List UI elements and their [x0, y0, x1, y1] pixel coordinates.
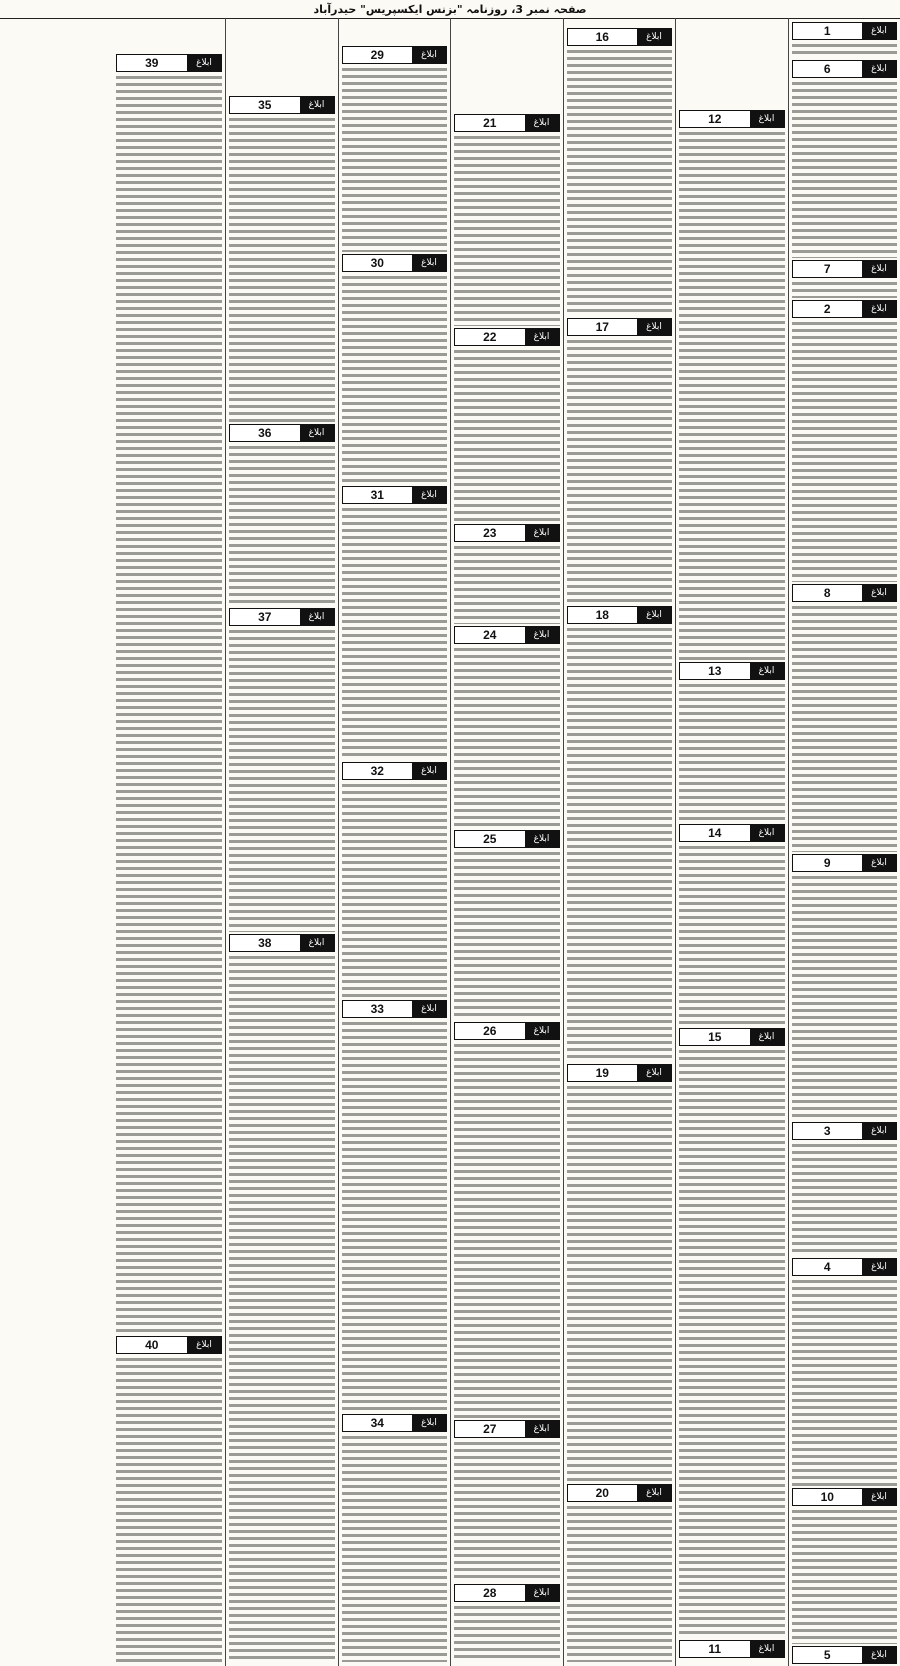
ad-number: 15 — [708, 1030, 722, 1044]
ad-number: 23 — [483, 526, 497, 540]
ad-header — [454, 626, 560, 644]
ad-item — [567, 28, 673, 316]
ad-header — [116, 54, 223, 72]
ad-number: 12 — [708, 112, 722, 126]
ad-number: 9 — [823, 856, 831, 870]
ad-item — [792, 854, 898, 1120]
ad-header — [229, 424, 335, 442]
column-7 — [113, 18, 226, 1666]
ad-item — [792, 1488, 898, 1644]
ad-body-text — [454, 348, 560, 522]
ad-header — [229, 934, 335, 952]
ad-body-text — [679, 130, 785, 660]
ad-item — [792, 584, 898, 852]
ad-number: 16 — [595, 30, 609, 44]
ad-number: 39 — [145, 56, 159, 70]
column-6 — [225, 18, 338, 1666]
ad-number: 30 — [370, 256, 384, 270]
ad-number: 10 — [820, 1490, 834, 1504]
ad-number: 29 — [370, 48, 384, 62]
ad-label: ابلاغ — [525, 1023, 559, 1039]
ad-label: ابلاغ — [862, 855, 896, 871]
ad-body-text — [454, 646, 560, 828]
ad-item — [342, 254, 448, 484]
ad-label: ابلاغ — [637, 1485, 671, 1501]
ad-header — [229, 96, 335, 114]
ad-body-text — [792, 1508, 898, 1644]
ad-item — [679, 110, 785, 660]
ad-item — [229, 96, 335, 422]
ad-body-text — [454, 1604, 560, 1662]
ad-number: 33 — [370, 1002, 384, 1016]
ad-label: ابلاغ — [412, 487, 446, 503]
ad-item — [792, 22, 898, 58]
columns — [0, 18, 900, 1666]
ad-body-text — [116, 1356, 223, 1662]
ad-number: 6 — [823, 62, 831, 76]
ad-item — [116, 54, 223, 1334]
ad-header — [567, 1484, 673, 1502]
ad-body-text — [792, 874, 898, 1120]
ad-header — [792, 22, 898, 40]
ad-body-text — [229, 628, 335, 932]
ad-label: ابلاغ — [750, 111, 784, 127]
ad-label: ابلاغ — [525, 115, 559, 131]
ad-label: ابلاغ — [525, 329, 559, 345]
column-5 — [338, 18, 451, 1666]
ad-body-text — [679, 682, 785, 822]
ad-item — [454, 1022, 560, 1418]
ad-item — [679, 1640, 785, 1662]
ad-item — [229, 608, 335, 932]
ad-header — [792, 854, 898, 872]
ad-header — [792, 584, 898, 602]
ad-item — [454, 830, 560, 1020]
ad-header — [792, 260, 898, 278]
ad-item — [342, 46, 448, 252]
ad-label: ابلاغ — [525, 1421, 559, 1437]
ad-header — [454, 1420, 560, 1438]
ad-label: ابلاغ — [412, 763, 446, 779]
ad-label: ابلاغ — [300, 97, 334, 113]
ad-number: 11 — [708, 1642, 722, 1656]
ad-label: ابلاغ — [525, 1585, 559, 1601]
ad-label: ابلاغ — [862, 301, 896, 317]
ad-body-text — [567, 1084, 673, 1482]
ad-header — [454, 328, 560, 346]
ad-item — [342, 486, 448, 760]
ad-label: ابلاغ — [862, 23, 896, 39]
ad-item — [229, 934, 335, 1662]
ad-label: ابلاغ — [187, 55, 221, 71]
column-1 — [788, 18, 900, 1666]
ad-header — [342, 1414, 448, 1432]
ad-body-text — [342, 782, 448, 998]
ad-item — [454, 626, 560, 828]
column-4 — [450, 18, 563, 1666]
ad-body-text — [454, 134, 560, 326]
ad-header — [342, 1000, 448, 1018]
ad-body-text — [454, 850, 560, 1020]
ad-label: ابلاغ — [300, 425, 334, 441]
ad-body-text — [342, 274, 448, 484]
ad-label: ابلاغ — [525, 525, 559, 541]
ad-body-text — [342, 506, 448, 760]
ad-number: 21 — [483, 116, 497, 130]
ad-item — [567, 606, 673, 1062]
ad-number: 1 — [823, 24, 831, 38]
ad-header — [679, 1028, 785, 1046]
ad-item — [679, 662, 785, 822]
ad-body-text — [792, 1278, 898, 1486]
ad-item — [792, 1122, 898, 1256]
ad-body-text — [454, 544, 560, 624]
ad-body-text — [342, 1020, 448, 1412]
column-2 — [675, 18, 788, 1666]
ad-number: 25 — [483, 832, 497, 846]
ad-number: 26 — [483, 1024, 497, 1038]
ad-body-text — [792, 604, 898, 852]
ad-number: 28 — [483, 1586, 497, 1600]
ad-number: 36 — [258, 426, 272, 440]
ad-body-text — [229, 444, 335, 606]
ad-label: ابلاغ — [637, 1065, 671, 1081]
ad-label: ابلاغ — [637, 319, 671, 335]
ad-label: ابلاغ — [412, 1415, 446, 1431]
ad-label: ابلاغ — [750, 1641, 784, 1657]
ad-label: ابلاغ — [637, 607, 671, 623]
ad-label: ابلاغ — [750, 1029, 784, 1045]
ad-number: 32 — [370, 764, 384, 778]
ad-header — [454, 830, 560, 848]
ad-label: ابلاغ — [862, 261, 896, 277]
ad-body-text — [116, 74, 223, 1334]
ad-item — [679, 824, 785, 1026]
ad-body-text — [229, 954, 335, 1662]
ad-number: 3 — [823, 1124, 831, 1138]
ad-label: ابلاغ — [300, 609, 334, 625]
ad-item — [792, 260, 898, 298]
ad-item — [454, 524, 560, 624]
ad-label: ابلاغ — [750, 825, 784, 841]
ad-body-text — [792, 1142, 898, 1256]
ad-number: 35 — [258, 98, 272, 112]
ad-header — [792, 300, 898, 318]
ad-number: 37 — [258, 610, 272, 624]
ad-header — [567, 606, 673, 624]
ad-label: ابلاغ — [862, 1489, 896, 1505]
ad-label: ابلاغ — [412, 1001, 446, 1017]
ad-header — [454, 1584, 560, 1602]
ad-header — [116, 1336, 223, 1354]
ad-body-text — [567, 626, 673, 1062]
ad-item — [342, 1000, 448, 1412]
ad-number: 2 — [823, 302, 831, 316]
ad-label: ابلاغ — [750, 663, 784, 679]
ad-item — [342, 1414, 448, 1662]
ad-label: ابلاغ — [525, 627, 559, 643]
ad-body-text — [567, 48, 673, 316]
ad-item — [679, 1028, 785, 1638]
ad-label: ابلاغ — [300, 935, 334, 951]
ad-header — [567, 318, 673, 336]
ad-header — [679, 1640, 785, 1658]
ad-label: ابلاغ — [862, 1647, 896, 1663]
ad-header — [679, 662, 785, 680]
ad-item — [454, 328, 560, 522]
ad-item — [792, 1258, 898, 1486]
ad-label: ابلاغ — [412, 255, 446, 271]
ad-body-text — [792, 42, 898, 58]
ad-item — [454, 1584, 560, 1662]
ad-body-text — [567, 1504, 673, 1662]
ad-label: ابلاغ — [862, 61, 896, 77]
ad-label: ابلاغ — [637, 29, 671, 45]
ad-number: 27 — [483, 1422, 497, 1436]
ad-header — [567, 28, 673, 46]
ad-number: 4 — [823, 1260, 831, 1274]
ad-header — [454, 524, 560, 542]
ad-header — [792, 60, 898, 78]
ad-number: 17 — [595, 320, 609, 334]
ad-number: 24 — [483, 628, 497, 642]
ad-item — [567, 1484, 673, 1662]
ad-item — [567, 318, 673, 604]
ad-label: ابلاغ — [862, 1259, 896, 1275]
ad-number: 5 — [823, 1648, 831, 1662]
ad-number: 34 — [370, 1416, 384, 1430]
ad-number: 14 — [708, 826, 722, 840]
ad-header — [792, 1646, 898, 1664]
ad-body-text — [567, 338, 673, 604]
ad-header — [792, 1122, 898, 1140]
ad-item — [229, 424, 335, 606]
ad-number: 40 — [145, 1338, 159, 1352]
ad-header — [792, 1258, 898, 1276]
ad-item — [792, 60, 898, 258]
ad-header — [342, 486, 448, 504]
ad-body-text — [792, 320, 898, 582]
ad-number: 7 — [823, 262, 831, 276]
ad-body-text — [342, 66, 448, 252]
ad-header — [342, 46, 448, 64]
ad-body-text — [454, 1440, 560, 1582]
ad-label: ابلاغ — [187, 1337, 221, 1353]
ad-header — [342, 254, 448, 272]
ad-label: ابلاغ — [862, 1123, 896, 1139]
ad-label: ابلاغ — [412, 47, 446, 63]
ad-body-text — [679, 1048, 785, 1638]
ad-number: 31 — [370, 488, 384, 502]
ad-header — [567, 1064, 673, 1082]
ad-body-text — [792, 80, 898, 258]
ad-item — [342, 762, 448, 998]
ad-item — [792, 300, 898, 582]
ad-number: 38 — [258, 936, 272, 950]
ad-body-text — [679, 844, 785, 1026]
ad-body-text — [792, 280, 898, 298]
ad-header — [792, 1488, 898, 1506]
ad-header — [679, 824, 785, 842]
ad-item — [454, 1420, 560, 1582]
ad-label: ابلاغ — [862, 585, 896, 601]
ad-number: 22 — [483, 330, 497, 344]
ad-label: ابلاغ — [525, 831, 559, 847]
ad-header — [229, 608, 335, 626]
ad-number: 19 — [595, 1066, 609, 1080]
ad-number: 18 — [595, 608, 609, 622]
ad-body-text — [454, 1042, 560, 1418]
ad-item — [454, 114, 560, 326]
ad-header — [454, 114, 560, 132]
ad-header — [342, 762, 448, 780]
ad-body-text — [229, 116, 335, 422]
ad-item — [567, 1064, 673, 1482]
ad-item — [792, 1646, 898, 1664]
column-3 — [563, 18, 676, 1666]
ad-item — [116, 1336, 223, 1662]
ad-number: 20 — [595, 1486, 609, 1500]
ad-number: 8 — [823, 586, 831, 600]
ad-header — [679, 110, 785, 128]
ad-body-text — [679, 1660, 785, 1662]
ad-header — [454, 1022, 560, 1040]
ad-number: 13 — [708, 664, 722, 678]
ad-body-text — [342, 1434, 448, 1662]
masthead: صفحہ نمبر 3، روزنامہ "بزنس ایکسپریس" حیدرآباد — [0, 0, 900, 19]
